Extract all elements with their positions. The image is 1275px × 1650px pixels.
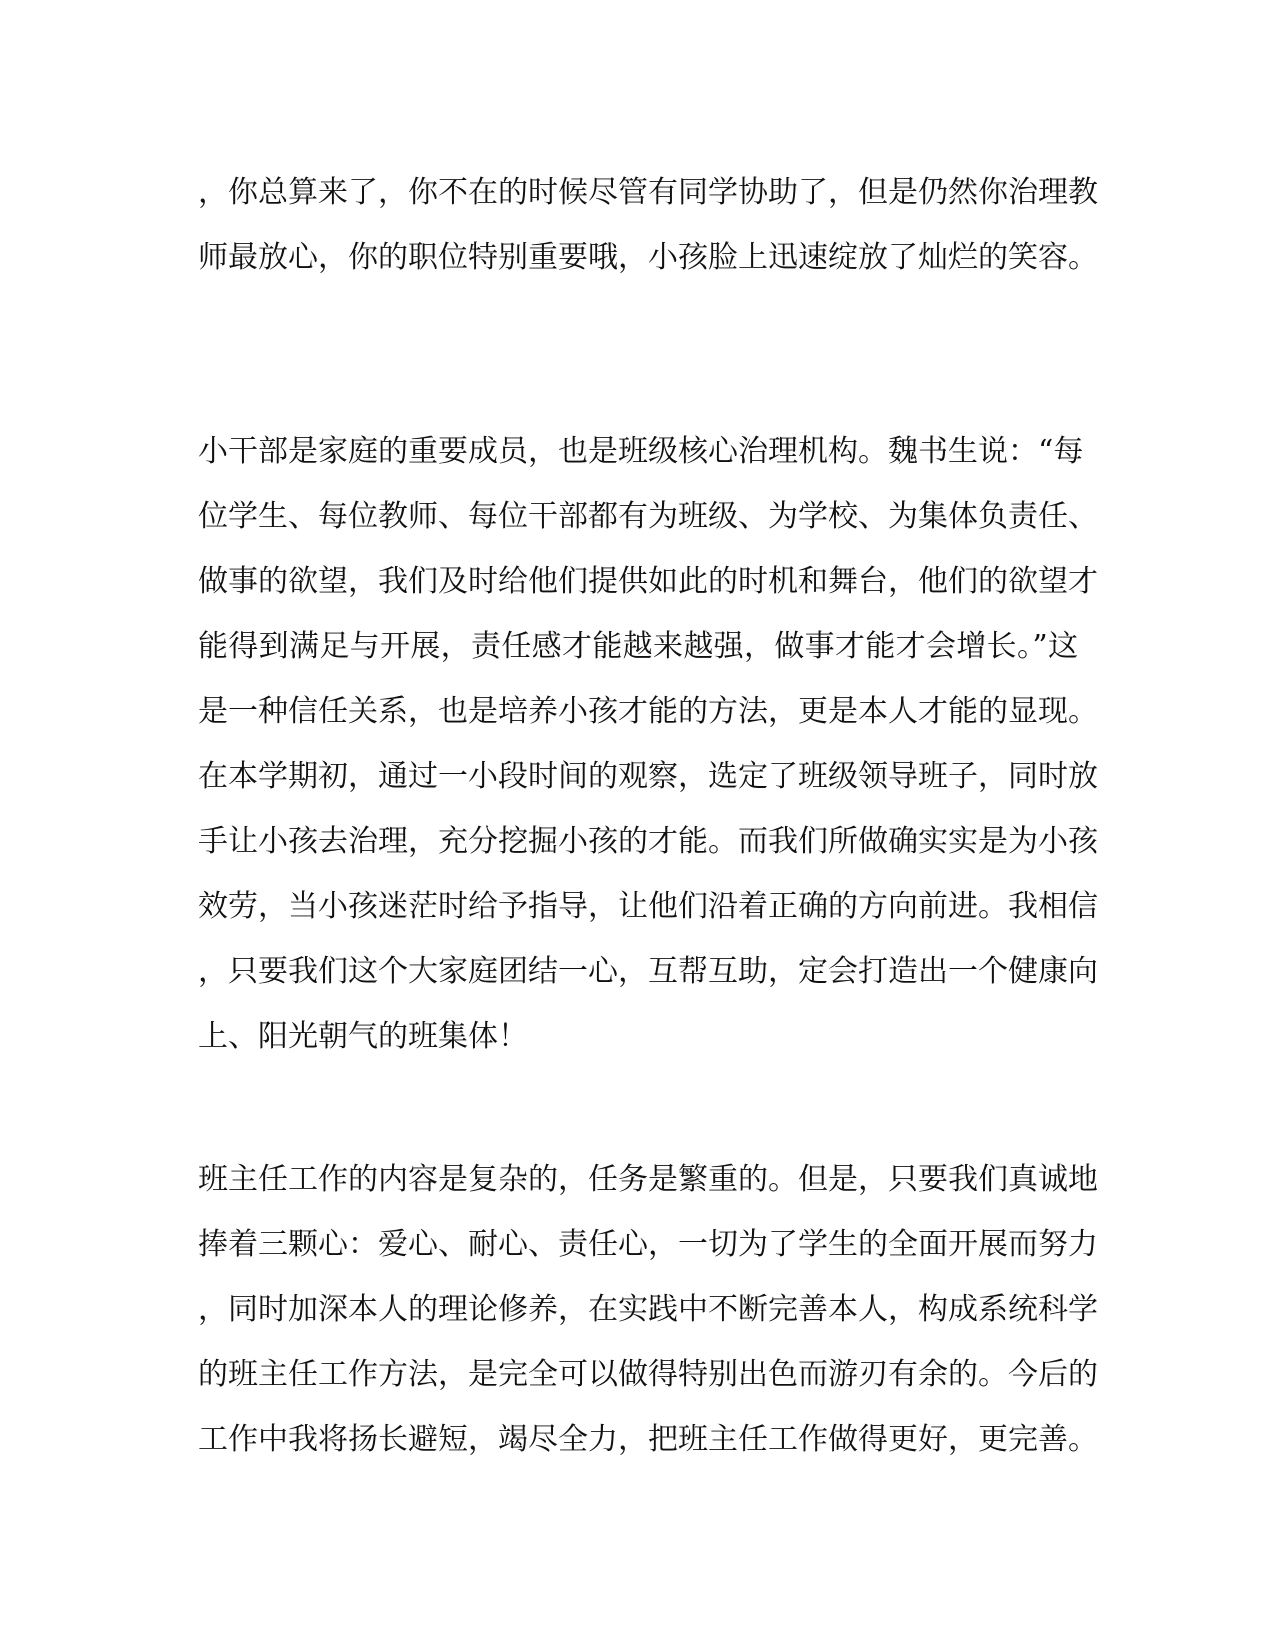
text-line: 做事的欲望，我们及时给他们提供如此的时机和舞台，他们的欲望才 xyxy=(198,564,1098,599)
text-line: ，你总算来了，你不在的时候尽管有同学协助了，但是仍然你治理教 xyxy=(198,175,1098,210)
text-line: ，只要我们这个大家庭团结一心，互帮互助，定会打造出一个健康向 xyxy=(198,954,1098,989)
text-line: ，同时加深本人的理论修养，在实践中不断完善本人，构成系统科学 xyxy=(198,1292,1098,1327)
text-line: 是一种信任关系，也是培养小孩才能的方法，更是本人才能的显现。 xyxy=(198,694,1098,729)
text-line: 班主任工作的内容是复杂的，任务是繁重的。但是，只要我们真诚地 xyxy=(198,1162,1098,1197)
text-line: 在本学期初，通过一小段时间的观察，选定了班级领导班子，同时放 xyxy=(198,759,1098,794)
text-line: 师最放心，你的职位特别重要哦，小孩脸上迅速绽放了灿烂的笑容。 xyxy=(198,240,1098,275)
paragraph-2 xyxy=(198,419,1098,1069)
text-line: 上、阳光朝气的班集体！ xyxy=(198,1019,528,1054)
text-line: 小干部是家庭的重要成员，也是班级核心治理机构。魏书生说：“每 xyxy=(198,434,1084,469)
text-line: 手让小孩去治理，充分挖掘小孩的才能。而我们所做确实实是为小孩 xyxy=(198,824,1098,859)
paragraph-3 xyxy=(198,1147,1098,1472)
text-line: 的班主任工作方法，是完全可以做得特别出色而游刃有余的。今后的 xyxy=(198,1357,1098,1392)
text-line: 能得到满足与开展，责任感才能越来越强，做事才能才会增长。”这 xyxy=(198,629,1078,664)
text-line: 工作中我将扬长避短，竭尽全力，把班主任工作做得更好，更完善。 xyxy=(198,1422,1098,1457)
text-line: 位学生、每位教师、每位干部都有为班级、为学校、为集体负责任、 xyxy=(198,499,1098,534)
text-line: 效劳，当小孩迷茫时给予指导，让他们沿着正确的方向前进。我相信 xyxy=(198,889,1098,924)
paragraph-1 xyxy=(198,160,1098,290)
text-line: 捧着三颗心：爱心、耐心、责任心，一切为了学生的全面开展而努力 xyxy=(198,1227,1098,1262)
